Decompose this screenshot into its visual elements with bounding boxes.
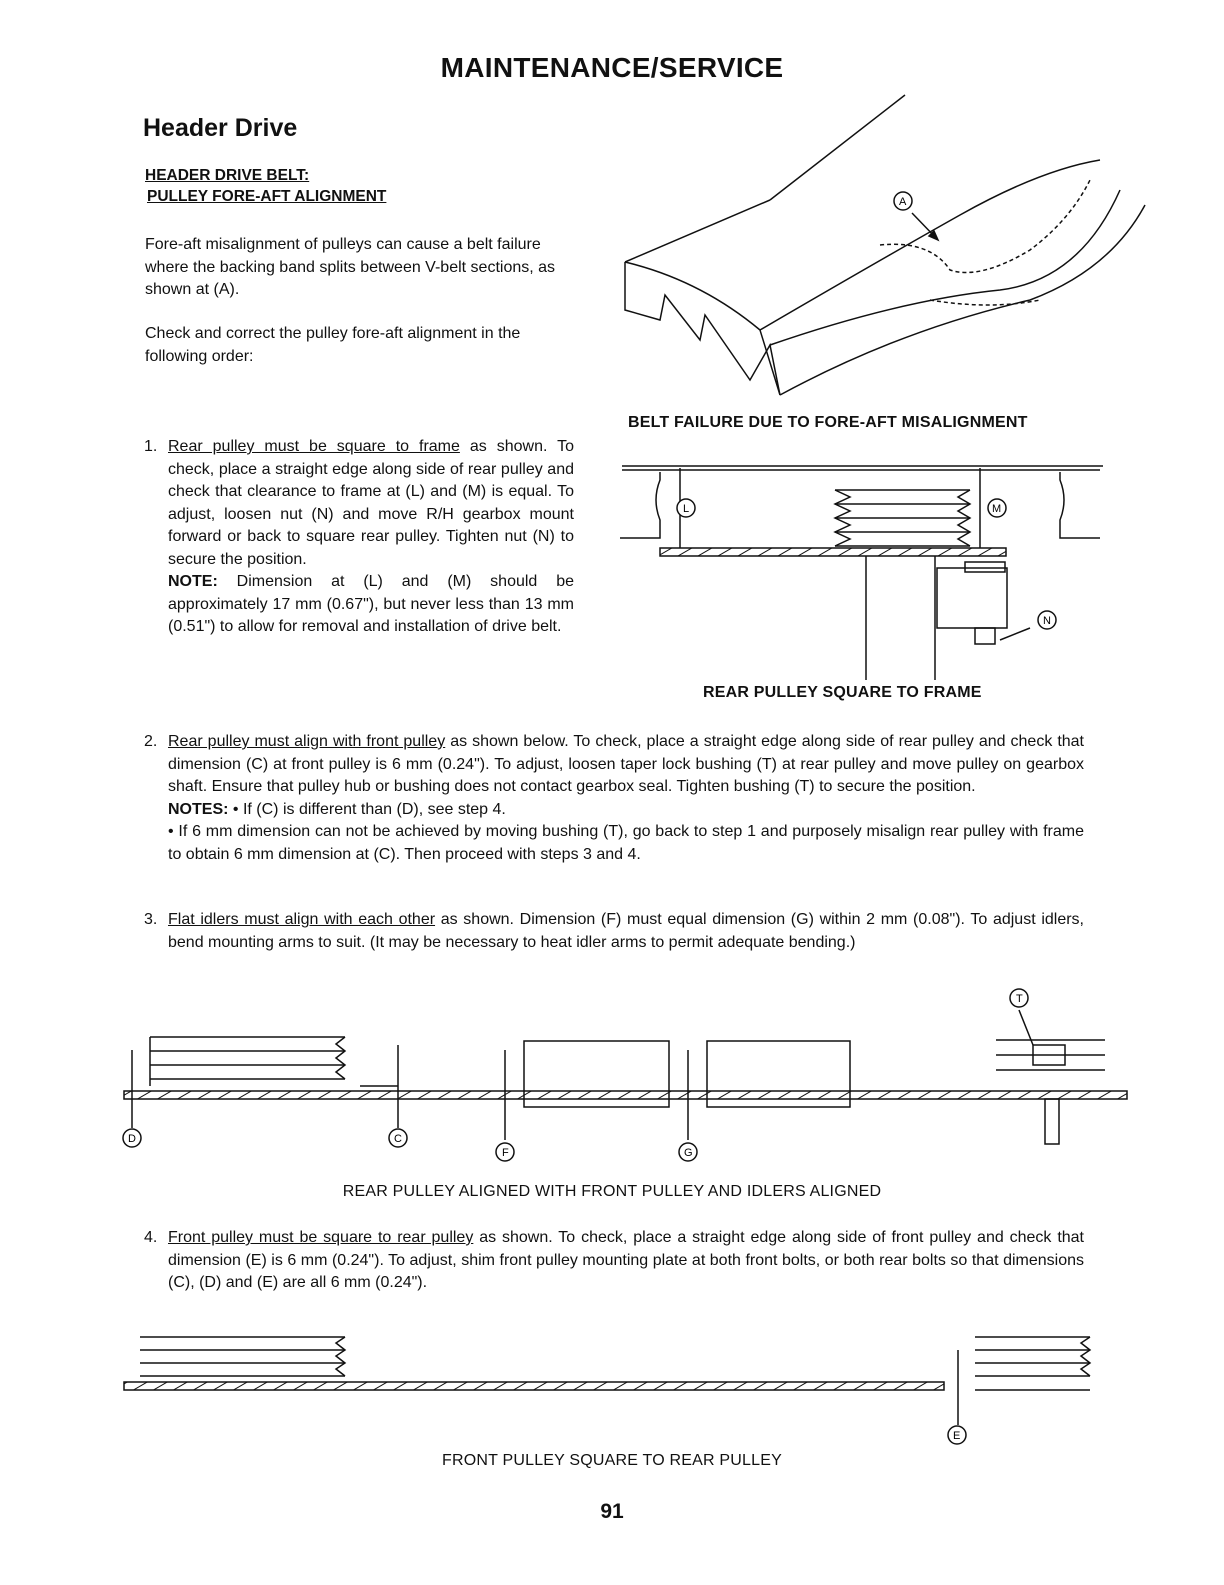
callout-g-label: G <box>684 1147 693 1159</box>
step-1-title: Rear pulley must be square to frame <box>168 438 460 455</box>
step-2-number: 2. <box>144 733 158 750</box>
callout-c <box>389 1129 407 1147</box>
callout-e <box>948 1426 966 1444</box>
caption-rear-square: REAR PULLEY SQUARE TO FRAME <box>703 684 982 701</box>
callout-f <box>496 1143 514 1161</box>
callout-n-label: N <box>1043 615 1051 627</box>
callout-l-label: L <box>683 503 690 515</box>
callout-t <box>1010 989 1028 1007</box>
step-1-text: as shown. To check, place a straight edge along side of rear pulley and check that clearance to frame at (L) and (M) is equal. To adjust, loosen nut (N) and move R/H gearbox mount forward or back to square rear pulley. Tighten nut (N) to secure the position. <box>168 438 574 568</box>
callout-n <box>1038 611 1056 629</box>
page-number: 91 <box>600 1500 624 1523</box>
step-2-note2: • If 6 mm dimension can not be achieved by moving bushing (T), go back to step 1 and purposely misalign rear pulley with frame to obtain 6 mm dimension at (C). Then proceed with steps 3 and 4. <box>168 823 1084 863</box>
step-4-text: as shown. To check, place a straight edge along side of front pulley and check that dimension (E) is 6 mm (0.24"). To adjust, shim front pulley mounting plate at both front bolts, or both rear bolts so that dimensions (C), (D) and (E) are all 6 mm (0.24"). <box>168 1229 1085 1291</box>
callout-a <box>894 192 912 210</box>
step-2-note1: • If (C) is different than (D), see step 4. <box>228 800 506 818</box>
callout-c-label: C <box>394 1133 402 1145</box>
step-4-title: Front pulley must be square to rear pulley <box>168 1229 474 1246</box>
front-square-figure <box>124 1337 1090 1425</box>
callout-e-label: E <box>953 1430 961 1442</box>
step-2-title: Rear pulley must align with front pulley <box>168 733 446 750</box>
step-3-number: 3. <box>144 911 158 928</box>
subheading-line1: HEADER DRIVE BELT: <box>145 167 310 184</box>
step-4-number: 4. <box>144 1229 158 1246</box>
rear-square-figure <box>620 466 1103 680</box>
caption-aligned: REAR PULLEY ALIGNED WITH FRONT PULLEY AND IDLERS ALIGNED <box>342 1183 882 1200</box>
step-1-number: 1. <box>144 438 158 455</box>
step-3-text: as shown. Dimension (F) must equal dimension (G) within 2 mm (0.08"). To adjust idlers, bend mounting arms to suit. (It may be necessary to heat idler arms to permit adequate bending.) <box>168 911 1084 951</box>
page-heading: MAINTENANCE/SERVICE <box>440 52 784 83</box>
section-title: Header Drive <box>143 114 298 142</box>
callout-l <box>677 499 695 517</box>
step-1-note-label: NOTE: <box>168 573 218 590</box>
check-order-paragraph: Check and correct the pulley fore-aft alignment in the following order: <box>145 325 521 365</box>
callout-d-label: D <box>128 1133 136 1145</box>
callout-m-label: M <box>992 503 1002 515</box>
intro-paragraph: Fore-aft misalignment of pulleys can cause a belt failure where the backing band splits between V-belt sections, as shown at (A). <box>145 236 556 298</box>
step-3-title: Flat idlers must align with each other <box>168 911 436 928</box>
caption-belt-failure: BELT FAILURE DUE TO FORE-AFT MISALIGNMENT <box>628 414 1028 431</box>
callout-t-label: T <box>1016 993 1023 1005</box>
callout-m <box>988 499 1006 517</box>
callout-f-label: F <box>502 1147 509 1159</box>
step-2-notes-label: NOTES: <box>168 800 229 818</box>
callout-a-label: A <box>899 196 907 208</box>
step-1-note-text: Dimension at (L) and (M) should be approximately 17 mm (0.67"), but never less than 13 mm (0.51") to allow for removal and installation of drive belt. <box>168 573 574 635</box>
callout-g <box>679 1143 697 1161</box>
step-2-text: as shown below. To check, place a straight edge along side of rear pulley and check that dimension (C) at front pulley is 6 mm (0.24"). To adjust, loosen taper lock bushing (T) at rear pulley and move pulley on gearbox shaft. Ensure that pulley hub or bushing does not contact gearbox seal. Tighten bushing (T) to secure the position. <box>168 733 1085 795</box>
subheading-line2: PULLEY FORE-AFT ALIGNMENT <box>147 188 387 205</box>
caption-front-square: FRONT PULLEY SQUARE TO REAR PULLEY <box>442 1452 782 1469</box>
belt-failure-figure <box>625 95 1145 395</box>
callout-d <box>123 1129 141 1147</box>
aligned-figure <box>124 1010 1127 1144</box>
